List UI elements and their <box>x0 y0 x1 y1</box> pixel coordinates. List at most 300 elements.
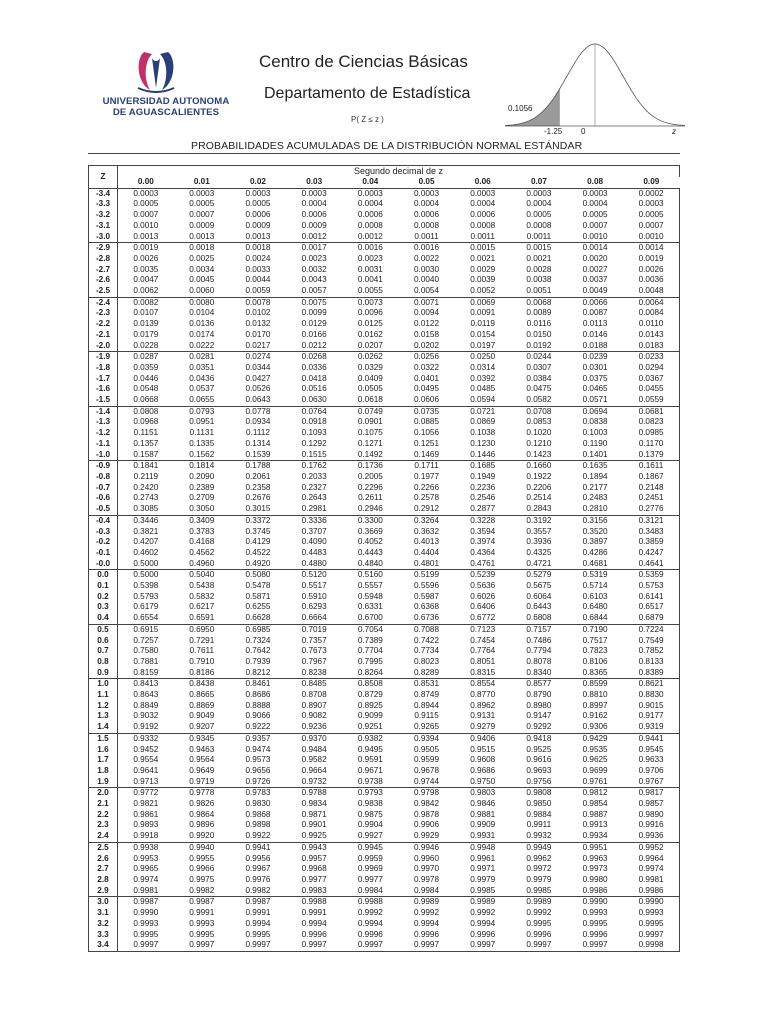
probability-cell: 0.9495 <box>357 744 383 754</box>
probability-cell: 0.9961 <box>470 853 496 863</box>
probability-cell: 0.9750 <box>470 776 496 786</box>
probability-cell: 0.9977 <box>301 875 327 884</box>
probability-cell: 0.9997 <box>455 940 511 951</box>
probability-cell: 0.0024 <box>245 253 271 263</box>
university-logo <box>96 48 236 128</box>
probability-cell: 0.8643 <box>133 690 159 700</box>
probability-cell: 0.8907 <box>301 700 327 710</box>
probability-cell: 0.9394 <box>398 733 454 744</box>
probability-cell: 0.9991 <box>245 908 271 918</box>
z-value-cell: 3.1 <box>89 908 118 919</box>
probability-cell: 0.9925 <box>301 831 327 841</box>
probability-cell: 0.9959 <box>357 853 383 863</box>
probability-cell: 0.5596 <box>414 581 440 591</box>
table-row <box>89 940 680 951</box>
z-value-cell: -3.2 <box>89 210 118 221</box>
probability-cell: 0.0951 <box>189 417 215 427</box>
column-header-row <box>89 177 680 188</box>
probability-cell: 0.8023 <box>414 656 440 666</box>
probability-cell: 0.6915 <box>118 624 174 635</box>
probability-cell: 0.1251 <box>414 438 440 448</box>
probability-cell: 0.0004 <box>301 199 327 209</box>
probability-cell: 0.8810 <box>582 690 608 700</box>
probability-cell: 0.9803 <box>455 788 511 799</box>
probability-cell: 0.0069 <box>455 297 511 308</box>
z-value-cell: -2.1 <box>89 330 118 341</box>
probability-cell: 0.9812 <box>567 788 623 799</box>
probability-cell: 0.0004 <box>357 199 383 209</box>
probability-cell: 0.0003 <box>342 188 398 199</box>
probability-cell: 0.0013 <box>133 231 159 241</box>
probability-cell: 0.8686 <box>245 690 271 700</box>
probability-cell: 0.9671 <box>357 765 383 775</box>
probability-cell: 0.9817 <box>623 788 679 799</box>
probability-cell: 0.1762 <box>286 461 342 472</box>
probability-cell: 0.2206 <box>526 482 552 492</box>
probability-cell: 0.9997 <box>174 940 230 951</box>
probability-cell: 0.1867 <box>623 472 679 483</box>
probability-cell: 0.0132 <box>245 319 271 329</box>
table-row <box>89 581 680 592</box>
probability-cell: 0.0694 <box>567 406 623 417</box>
probability-cell: 0.9319 <box>623 722 679 733</box>
probability-cell: 0.5160 <box>342 570 398 581</box>
probability-cell: 0.1112 <box>246 428 270 438</box>
probability-cell: 0.0008 <box>357 220 383 230</box>
probability-cell: 0.0043 <box>301 275 327 285</box>
probability-cell: 0.0537 <box>189 384 215 394</box>
probability-cell: 0.0344 <box>245 362 271 372</box>
z-value-cell: -2.3 <box>89 308 118 319</box>
probability-cell: 0.8389 <box>623 668 679 679</box>
probability-cell: 0.3015 <box>245 504 271 514</box>
table-row <box>89 319 680 330</box>
probability-cell: 0.9904 <box>357 820 383 830</box>
probability-cell: 0.0008 <box>470 220 496 230</box>
probability-cell: 0.0013 <box>189 231 215 241</box>
table-row <box>89 690 680 701</box>
probability-cell: 0.5319 <box>567 570 623 581</box>
probability-cell: 0.9564 <box>189 755 215 765</box>
table-row <box>89 570 680 581</box>
z-value-cell: 1.4 <box>89 722 118 733</box>
probability-cell: 0.0064 <box>623 297 679 308</box>
probability-cell: 0.0018 <box>230 243 286 254</box>
table-row <box>89 515 680 526</box>
probability-cell: 0.2266 <box>414 482 440 492</box>
probability-cell: 0.6517 <box>623 602 679 613</box>
probability-cell: 0.9941 <box>230 842 286 853</box>
table-row <box>89 854 680 865</box>
z-value-cell: -3.4 <box>89 188 118 199</box>
column-header: 0.09 <box>623 177 679 188</box>
probability-cell: 0.9995 <box>582 918 608 928</box>
table-row <box>89 232 680 243</box>
probability-cell: 0.0017 <box>286 243 342 254</box>
probability-cell: 0.1003 <box>582 428 608 438</box>
probability-cell: 0.0008 <box>414 220 440 230</box>
probability-cell: 0.5279 <box>511 570 567 581</box>
probability-cell: 0.0351 <box>189 362 215 372</box>
z-value-cell: 0.2 <box>89 592 118 603</box>
probability-cell: 0.4880 <box>301 558 327 568</box>
probability-cell: 0.8790 <box>526 690 552 700</box>
table-row <box>89 199 680 210</box>
z-value-cell: -0.0 <box>89 559 118 570</box>
probability-cell: 0.8925 <box>357 700 383 710</box>
probability-cell: 0.9382 <box>342 733 398 744</box>
probability-cell: 0.9406 <box>455 733 511 744</box>
probability-cell: 0.3897 <box>582 537 608 547</box>
table-row <box>89 886 680 897</box>
probability-cell: 0.9783 <box>230 788 286 799</box>
probability-cell: 0.0409 <box>357 373 383 383</box>
probability-cell: 0.5000 <box>133 558 159 568</box>
z-value-cell: 1.6 <box>89 745 118 756</box>
probability-cell: 0.9948 <box>455 842 511 853</box>
probability-cell: 0.0618 <box>357 395 383 405</box>
probability-cell: 0.8869 <box>189 700 215 710</box>
probability-cell: 0.2327 <box>301 482 327 492</box>
probability-cell: 0.0005 <box>582 210 608 220</box>
probability-cell: 0.9370 <box>286 733 342 744</box>
department-title: Departamento de Estadística <box>264 85 471 102</box>
z-value-cell: 3.2 <box>89 919 118 930</box>
probability-cell: 0.2177 <box>582 482 608 492</box>
probability-cell: 0.0582 <box>526 395 552 405</box>
probability-cell: 0.2090 <box>189 471 215 481</box>
probability-cell: 0.9973 <box>582 864 608 874</box>
table-row <box>89 308 680 319</box>
probability-cell: 0.9981 <box>623 875 679 886</box>
probability-cell: 0.1151 <box>133 428 159 438</box>
center-title: Centro de Ciencias Básicas <box>259 52 468 71</box>
probability-cell: 0.0256 <box>398 352 454 363</box>
probability-cell: 0.7967 <box>301 656 327 666</box>
probability-cell: 0.1894 <box>582 471 608 481</box>
probability-cell: 0.8962 <box>470 700 496 710</box>
probability-cell: 0.4090 <box>301 537 327 547</box>
probability-cell: 0.0004 <box>470 199 496 209</box>
probability-cell: 0.7852 <box>623 646 679 657</box>
probability-cell: 0.0367 <box>623 374 679 385</box>
probability-cell: 0.9956 <box>245 853 271 863</box>
probability-cell: 0.9931 <box>470 831 496 841</box>
probability-cell: 0.9793 <box>342 788 398 799</box>
probability-cell: 0.9996 <box>582 929 608 939</box>
probability-cell: 0.5199 <box>398 570 454 581</box>
probability-cell: 0.0212 <box>301 340 327 350</box>
probability-cell: 0.1314 <box>245 438 271 448</box>
table-row <box>89 297 680 308</box>
probability-cell: 0.6480 <box>582 602 608 612</box>
probability-cell: 0.0099 <box>301 308 327 318</box>
probability-cell: 0.6141 <box>623 592 679 603</box>
probability-cell: 0.9992 <box>414 908 440 918</box>
probability-cell: 0.1401 <box>582 449 608 459</box>
probability-cell: 0.5359 <box>623 570 679 581</box>
probability-cell: 0.9984 <box>357 885 383 895</box>
probability-cell: 0.8438 <box>174 679 230 690</box>
probability-cell: 0.0268 <box>286 352 342 363</box>
z-value-cell: 0.4 <box>89 613 118 624</box>
probability-cell: 0.3707 <box>301 526 327 536</box>
probability-cell: 0.9909 <box>470 820 496 830</box>
probability-cell: 0.1492 <box>357 449 383 459</box>
probability-cell: 0.0038 <box>526 275 552 285</box>
probability-cell: 0.0329 <box>357 362 383 372</box>
table-row <box>89 395 680 406</box>
probability-cell: 0.9292 <box>526 722 552 732</box>
probability-cell: 0.0071 <box>398 297 454 308</box>
probability-cell: 0.9979 <box>470 875 496 884</box>
probability-cell: 0.0004 <box>526 199 552 209</box>
probability-cell: 0.0010 <box>582 231 608 241</box>
probability-cell: 0.0901 <box>357 417 383 427</box>
probability-cell: 0.0039 <box>470 275 496 285</box>
probability-cell: 0.9099 <box>357 711 383 721</box>
column-header: 0.05 <box>398 177 454 188</box>
probability-cell: 0.2776 <box>623 504 679 515</box>
probability-cell: 0.7823 <box>582 646 608 656</box>
probability-cell: 0.3336 <box>286 515 342 526</box>
probability-cell: 0.5040 <box>174 570 230 581</box>
probability-cell: 0.8106 <box>582 656 608 666</box>
probability-cell: 0.3669 <box>357 526 383 536</box>
z-value-cell: 0.3 <box>89 602 118 613</box>
table-row <box>89 930 680 941</box>
probability-cell: 0.0002 <box>623 188 679 199</box>
probability-cell: 0.4562 <box>189 547 215 557</box>
table-row <box>89 908 680 919</box>
probability-cell: 0.9896 <box>189 820 215 830</box>
probability-cell: 0.9767 <box>623 777 679 788</box>
probability-cell: 0.4761 <box>470 558 496 568</box>
probability-cell: 0.0244 <box>511 352 567 363</box>
probability-cell: 0.0008 <box>526 220 552 230</box>
probability-cell: 0.0418 <box>301 373 327 383</box>
z-value-cell: -2.0 <box>89 341 118 352</box>
probability-cell: 0.9207 <box>189 722 215 732</box>
probability-cell: 0.0023 <box>357 253 383 263</box>
probability-cell: 0.0027 <box>582 264 608 274</box>
probability-cell: 0.0031 <box>357 264 383 274</box>
probability-cell: 0.9986 <box>623 886 679 897</box>
probability-cell: 0.2061 <box>245 471 271 481</box>
z-value-cell: 1.3 <box>89 711 118 722</box>
probability-cell: 0.7054 <box>342 624 398 635</box>
probability-cell: 0.1357 <box>133 438 159 448</box>
probability-cell: 0.1635 <box>567 461 623 472</box>
probability-cell: 0.0885 <box>414 417 440 427</box>
probability-cell: 0.7794 <box>526 646 552 656</box>
z-value-cell: 0.0 <box>89 570 118 581</box>
probability-cell: 0.7580 <box>133 646 159 656</box>
table-row <box>89 450 680 461</box>
probability-cell: 0.2981 <box>301 504 327 514</box>
probability-cell: 0.0026 <box>133 253 159 263</box>
probability-cell: 0.0020 <box>582 253 608 263</box>
probability-cell: 0.2578 <box>414 493 440 503</box>
probability-cell: 0.6736 <box>414 613 440 623</box>
probability-cell: 0.3594 <box>470 526 496 536</box>
probability-cell: 0.1611 <box>623 461 679 472</box>
probability-cell: 0.9649 <box>189 765 215 775</box>
probability-cell: 0.2546 <box>470 493 496 503</box>
probability-cell: 0.0455 <box>623 384 679 395</box>
probability-cell: 0.6217 <box>189 602 215 612</box>
probability-cell: 0.8531 <box>398 679 454 690</box>
probability-cell: 0.1685 <box>455 461 511 472</box>
probability-cell: 0.9719 <box>189 776 215 786</box>
table-row <box>89 897 680 908</box>
probability-cell: 0.6443 <box>526 602 552 612</box>
table-row <box>89 406 680 417</box>
probability-cell: 0.9995 <box>245 929 271 939</box>
probability-cell: 0.9995 <box>189 929 215 939</box>
z-value-cell: -1.7 <box>89 374 118 385</box>
probability-cell: 0.9162 <box>582 711 608 721</box>
probability-cell: 0.0150 <box>526 329 552 339</box>
probability-cell: 0.9995 <box>526 918 552 928</box>
probability-cell: 0.9678 <box>414 765 440 775</box>
probability-cell: 0.9996 <box>414 929 440 939</box>
probability-cell: 0.9964 <box>623 854 679 865</box>
probability-cell: 0.0011 <box>414 231 439 241</box>
z-value-cell: 2.7 <box>89 864 118 875</box>
probability-cell: 0.0023 <box>301 253 327 263</box>
probability-cell: 0.0505 <box>357 384 383 394</box>
probability-cell: 0.0096 <box>357 308 383 318</box>
probability-cell: 0.2148 <box>623 483 679 494</box>
probability-cell: 0.9838 <box>357 799 383 809</box>
probability-cell: 0.9992 <box>357 908 383 918</box>
probability-cell: 0.0014 <box>623 243 679 254</box>
probability-cell: 0.9981 <box>133 885 159 895</box>
probability-cell: 0.9946 <box>398 842 454 853</box>
probability-cell: 0.9971 <box>470 864 496 874</box>
probability-cell: 0.4641 <box>623 559 679 570</box>
probability-cell: 0.2033 <box>301 471 327 481</box>
probability-cell: 0.0968 <box>133 417 159 427</box>
probability-cell: 0.0113 <box>582 319 608 329</box>
z-value-cell: -2.5 <box>89 286 118 297</box>
probability-cell: 0.5438 <box>189 581 215 591</box>
probability-cell: 0.1949 <box>470 471 496 481</box>
probability-cell: 0.9808 <box>511 788 567 799</box>
probability-cell: 0.0778 <box>230 406 286 417</box>
z-value-cell: 2.1 <box>89 799 118 810</box>
probability-cell: 0.0336 <box>301 362 327 372</box>
probability-cell: 0.4364 <box>470 547 496 557</box>
probability-cell: 0.1292 <box>301 438 327 448</box>
probability-cell: 0.9962 <box>526 853 552 863</box>
probability-cell: 0.8413 <box>118 679 174 690</box>
probability-cell: 0.9987 <box>118 897 174 908</box>
probability-cell: 0.2877 <box>470 504 496 514</box>
probability-cell: 0.9994 <box>470 918 496 928</box>
probability-cell: 0.9049 <box>189 711 215 721</box>
probability-cell: 0.3974 <box>470 537 496 547</box>
probability-cell: 0.8888 <box>245 700 271 710</box>
probability-cell: 0.1335 <box>189 438 215 448</box>
probability-cell: 0.9989 <box>511 897 567 908</box>
probability-cell: 0.2119 <box>133 471 159 481</box>
probability-cell: 0.9997 <box>398 940 454 951</box>
probability-cell: 0.0005 <box>623 210 679 221</box>
probability-cell: 0.6950 <box>174 624 230 635</box>
probability-cell: 0.9147 <box>526 711 552 721</box>
probability-cell: 0.4404 <box>414 547 440 557</box>
probability-cell: 0.9222 <box>245 722 271 732</box>
table-row <box>89 265 680 276</box>
probability-cell: 0.9306 <box>582 722 608 732</box>
probability-cell: 0.4325 <box>526 547 552 557</box>
probability-cell: 0.5517 <box>301 581 327 591</box>
z-value-cell: 0.7 <box>89 646 118 657</box>
z-value-cell: -0.5 <box>89 504 118 515</box>
probability-cell: 0.8365 <box>582 667 608 677</box>
probability-cell: 0.0188 <box>582 340 608 350</box>
probability-cell: 0.9955 <box>189 853 215 863</box>
probability-cell: 0.0054 <box>414 286 440 296</box>
probability-cell: 0.0012 <box>357 231 383 241</box>
probability-cell: 0.0021 <box>470 253 496 263</box>
title-divider <box>88 153 680 154</box>
probability-cell: 0.8461 <box>230 679 286 690</box>
probability-cell: 0.5987 <box>414 591 440 601</box>
z-value-cell: 2.5 <box>89 842 118 853</box>
probability-cell: 0.0025 <box>189 253 215 263</box>
probability-cell: 0.1788 <box>230 461 286 472</box>
probability-cell: 0.0075 <box>286 297 342 308</box>
probability-cell: 0.9992 <box>526 908 552 918</box>
table-row <box>89 221 680 232</box>
probability-cell: 0.9997 <box>230 940 286 951</box>
probability-cell: 0.6772 <box>470 613 496 623</box>
table-row <box>89 254 680 265</box>
curve-axis-label: z <box>672 127 676 136</box>
probability-cell: 0.0594 <box>470 395 496 405</box>
probability-cell: 0.0051 <box>526 286 552 296</box>
table-row <box>89 799 680 810</box>
table-row <box>89 188 680 199</box>
probability-cell: 0.9633 <box>623 755 679 766</box>
probability-cell: 0.3409 <box>174 515 230 526</box>
probability-cell: 0.9871 <box>301 809 327 819</box>
probability-cell: 0.9920 <box>189 831 215 841</box>
z-value-cell: 3.0 <box>89 897 118 908</box>
table-row <box>89 755 680 766</box>
probability-cell: 0.9976 <box>245 875 271 884</box>
table-row <box>89 810 680 821</box>
probability-cell: 0.9968 <box>301 864 327 874</box>
probability-cell: 0.1230 <box>470 438 496 448</box>
probability-cell: 0.8485 <box>286 679 342 690</box>
probability-cell: 0.0003 <box>455 188 511 199</box>
probability-cell: 0.9893 <box>133 820 159 830</box>
probability-cell: 0.7454 <box>470 635 496 645</box>
probability-cell: 0.0007 <box>623 221 679 232</box>
probability-cell: 0.9986 <box>582 885 608 895</box>
z-value-cell: 0.9 <box>89 668 118 679</box>
probability-cell: 0.4247 <box>623 548 679 559</box>
probability-cell: 0.2420 <box>133 482 159 492</box>
probability-cell: 0.0749 <box>342 406 398 417</box>
probability-cell: 0.6103 <box>582 591 608 601</box>
probability-cell: 0.9998 <box>623 940 679 951</box>
probability-cell: 0.0073 <box>342 297 398 308</box>
